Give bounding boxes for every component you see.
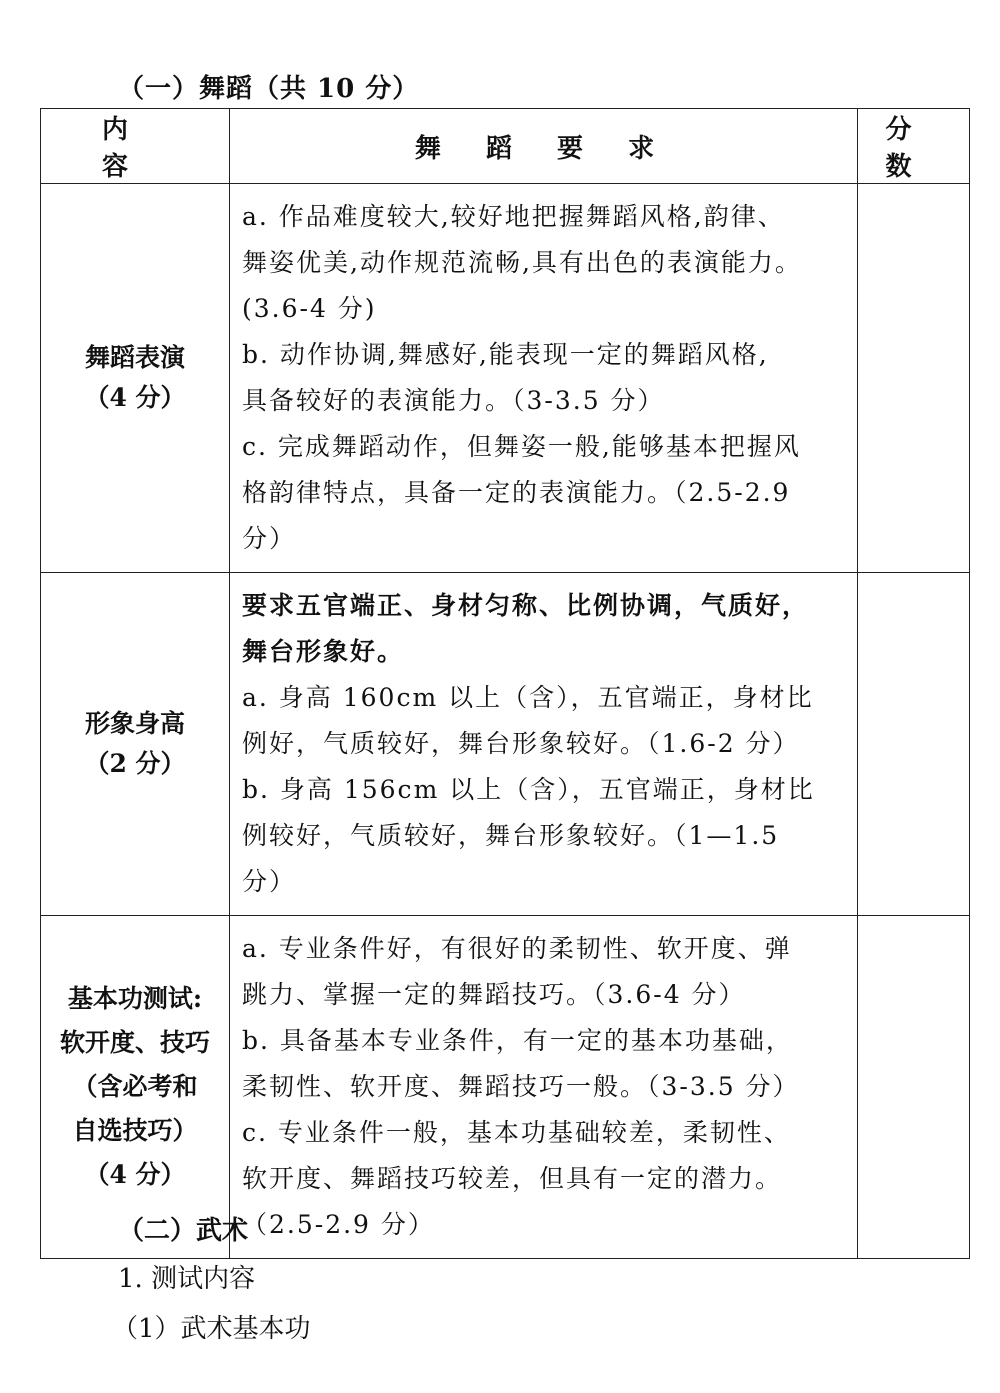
section-heading-dance: （一）舞蹈（共 10 分） bbox=[118, 74, 420, 104]
category-note: （含必考和 bbox=[72, 1072, 198, 1101]
category-cell bbox=[41, 916, 230, 1259]
requirement-line: c. 完成舞蹈动作，但舞姿一般,能够基本把握风 bbox=[242, 432, 801, 461]
category-points: （2 分） bbox=[84, 749, 186, 778]
requirement-line: b. 身高 156cm 以上（含），五官端正，身材比 bbox=[242, 775, 815, 804]
header-score: 分 数 bbox=[858, 109, 970, 184]
requirement-cell bbox=[230, 573, 858, 916]
table-row bbox=[41, 184, 970, 573]
table-row bbox=[41, 573, 970, 916]
requirement-summary-line: 要求五官端正、身材匀称、比例协调，气质好， bbox=[242, 591, 810, 620]
requirement-line: c. 专业条件一般，基本功基础较差，柔韧性、 bbox=[242, 1118, 791, 1147]
requirement-line: (3.6-4 分) bbox=[242, 294, 377, 323]
requirement-line: （2.5-2.9 分） bbox=[242, 1210, 435, 1239]
requirement-line: 格韵律特点，具备一定的表演能力。（2.5-2.9 bbox=[242, 478, 791, 507]
requirement-line: 柔韧性、软开度、舞蹈技巧一般。（3-3.5 分） bbox=[242, 1072, 800, 1101]
requirement-line: 具备较好的表演能力。（3-3.5 分） bbox=[242, 386, 665, 415]
subsection-test-content: 1. 测试内容 bbox=[118, 1264, 256, 1294]
requirement-line: 软开度、舞蹈技巧较差，但具有一定的潜力。 bbox=[242, 1164, 783, 1193]
requirement-cell bbox=[230, 184, 858, 573]
requirement-line: 例好，气质较好，舞台形象较好。（1.6-2 分） bbox=[242, 729, 800, 758]
category-label: 舞蹈表演 bbox=[84, 343, 185, 372]
category-points: （4 分） bbox=[84, 1160, 186, 1189]
category-label: 软开度、技巧 bbox=[59, 1028, 210, 1057]
requirement-line: 分） bbox=[242, 867, 297, 896]
requirement-line: a. 作品难度较大,较好地把握舞蹈风格,韵律、 bbox=[242, 202, 785, 231]
dance-scoring-table bbox=[40, 108, 998, 1259]
category-label: 基本功测试: bbox=[67, 984, 203, 1013]
table-row bbox=[41, 916, 970, 1259]
category-cell bbox=[41, 184, 230, 573]
requirement-cell bbox=[230, 916, 858, 1259]
score-cell bbox=[858, 573, 970, 916]
score-cell bbox=[858, 184, 970, 573]
requirement-line: a. 专业条件好，有很好的柔韧性、软开度、弹 bbox=[242, 934, 792, 963]
category-label: 形象身高 bbox=[84, 709, 185, 738]
category-cell bbox=[41, 573, 230, 916]
item-wushu-basic: （1）武术基本功 bbox=[112, 1314, 311, 1344]
requirement-line: 跳力、掌握一定的舞蹈技巧。（3.6-4 分） bbox=[242, 980, 746, 1009]
requirement-line: 舞姿优美,动作规范流畅,具有出色的表演能力。 bbox=[242, 248, 802, 277]
requirement-line: b. 动作协调,舞感好,能表现一定的舞蹈风格, bbox=[242, 340, 769, 369]
score-cell bbox=[858, 916, 970, 1259]
table-header-row bbox=[41, 109, 970, 184]
requirement-line: 分） bbox=[242, 524, 297, 553]
requirement-line: b. 具备基本专业条件，有一定的基本功基础， bbox=[242, 1026, 793, 1055]
category-points: （4 分） bbox=[84, 383, 186, 412]
section-heading-wushu: （二）武术 bbox=[118, 1216, 249, 1246]
category-note: 自选技巧） bbox=[72, 1116, 198, 1145]
requirement-line: a. 身高 160cm 以上（含），五官端正，身材比 bbox=[242, 683, 814, 712]
requirement-summary-line: 舞台形象好。 bbox=[242, 637, 405, 666]
requirement-line: 例较好，气质较好，舞台形象较好。（1—1.5 bbox=[242, 821, 780, 850]
header-requirements: 舞 蹈 要 求 bbox=[230, 109, 858, 184]
header-content: 内 容 bbox=[41, 109, 230, 184]
